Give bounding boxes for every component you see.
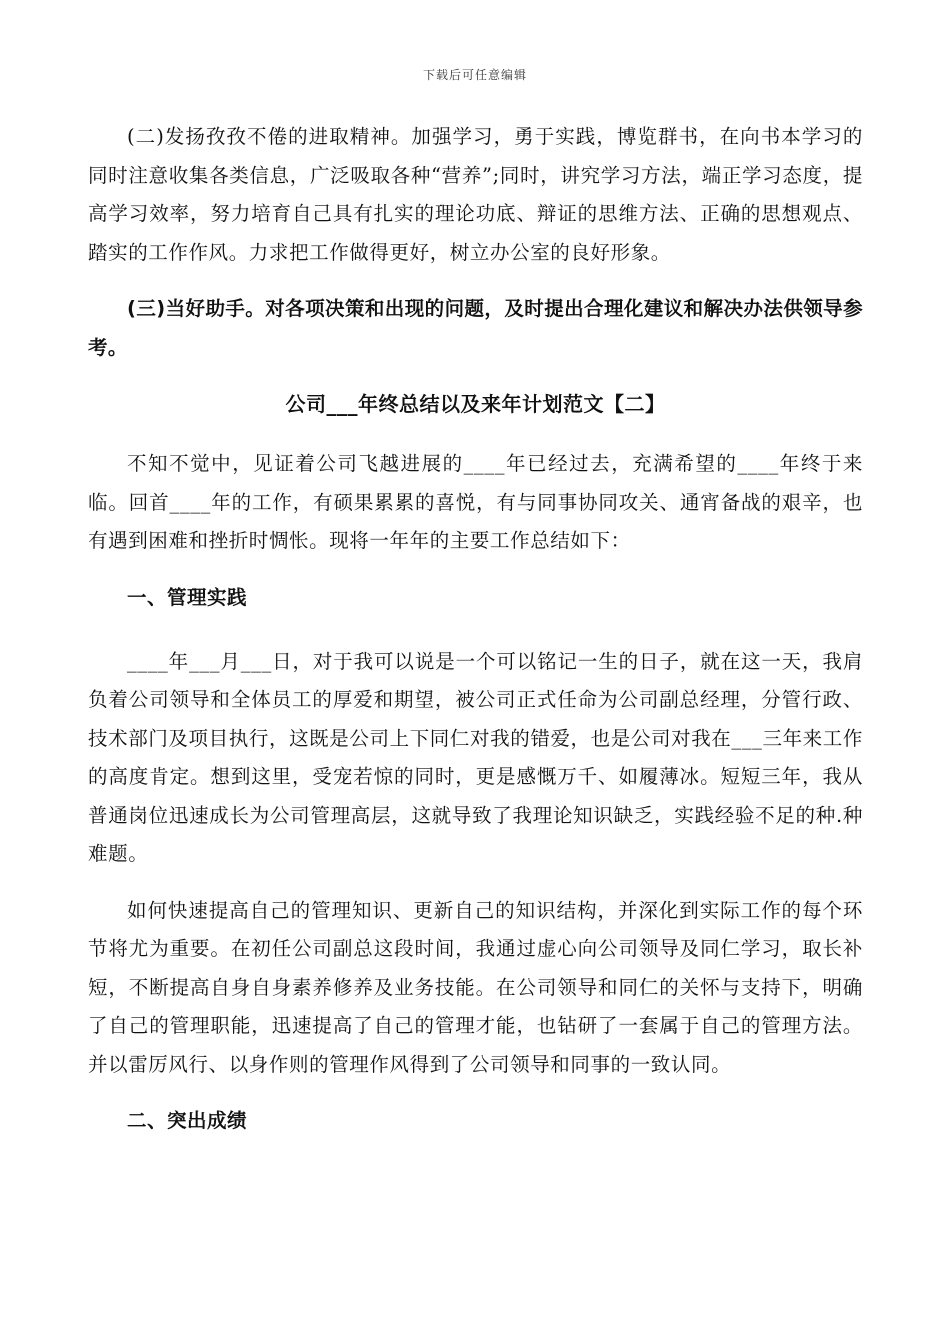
header-note: 下载后可任意编辑 bbox=[422, 68, 527, 82]
paragraph-improvement: 如何快速提高自己的管理知识、更新自己的知识结构，并深化到实际工作的每个环节将尤为重要。在初任公司副总这段时间，我通过虚心向公司领导及同仁学习，取长补短，不断提高自身自身素养修养及业务技能。在公司领导和同仁的关怀与支持下，明确了自己的管理职能，迅速提高了自己的管理才能，也钻研了一套属于自己的管理方法。并以雷厉风行、以身作则的管理作风得到了公司领导和同事的一致认同。 bbox=[88, 898, 863, 1076]
document-body bbox=[88, 118, 863, 1166]
paragraph-good-assistant: (三)当好助手。对各项决策和出现的问题，及时提出合理化建议和解决办法供领导参考。 bbox=[88, 297, 863, 359]
heading-outstanding-results: 二、突出成绩 bbox=[127, 1109, 248, 1132]
section-title: 公司___年终总结以及来年计划范文【二】 bbox=[285, 392, 666, 416]
paragraph-appointment: ____年___月___日，对于我可以说是一个可以铭记一生的日子，就在这一天，我肩负着公司领导和全体员工的厚爱和期望，被公司正式任命为公司副总经理，分管行政、技术部门及项目执行，这既是公司上下同仁对我的错爱，也是公司对我在___三年来工作的高度肯定。想到这里，受宠若惊的同时，更是感慨万千、如履薄冰。短短三年，我从普通岗位迅速成长为公司管理高层，这就导致了我理论知识缺乏，实践经验不足的种.种难题。 bbox=[88, 649, 863, 865]
paragraph-intro: 不知不觉中，见证着公司飞越进展的____年已经过去，充满希望的____年终于来临。回首____年的工作，有硕果累累的喜悦，有与同事协同攻关、通宵备战的艰辛，也有遇到困难和挫折时惆怅。现将一年年的主要工作总结如下： bbox=[88, 452, 863, 552]
paragraph-learning-spirit: (二)发扬孜孜不倦的进取精神。加强学习，勇于实践，博览群书，在向书本学习的同时注意收集各类信息，广泛吸取各种“营养”;同时，讲究学习方法，端正学习态度，提高学习效率，努力培育自己具有扎实的理论功底、辩证的思维方法、正确的思想观点、踏实的工作作风。力求把工作做得更好，树立办公室的良好形象。 bbox=[88, 125, 863, 264]
heading-management-practice: 一、管理实践 bbox=[127, 585, 248, 609]
